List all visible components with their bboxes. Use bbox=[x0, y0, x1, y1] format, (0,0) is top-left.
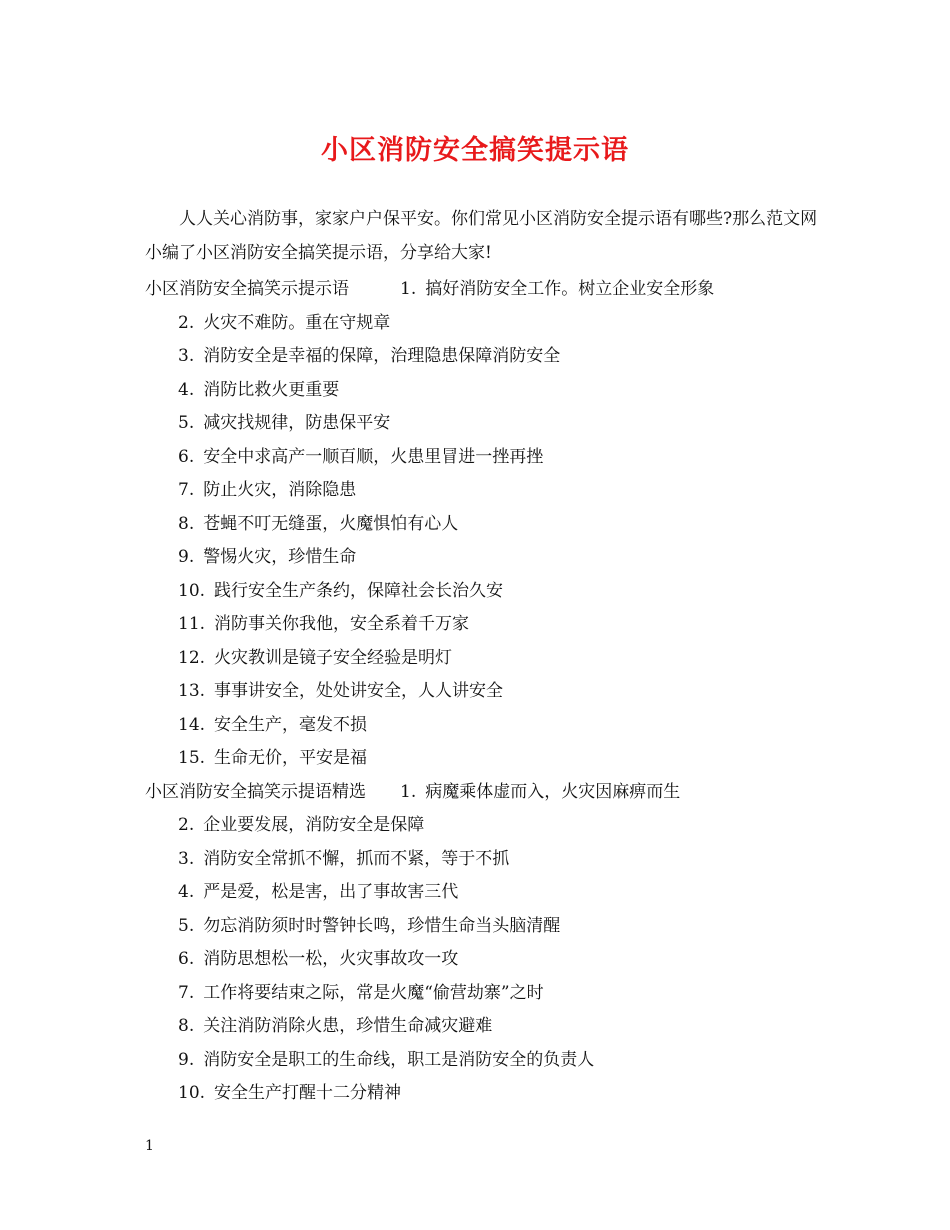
item-text: 消防安全是职工的生命线，职工是消防安全的负责人 bbox=[203, 1049, 595, 1070]
intro-paragraph: 人人关心消防事，家家户户保平安。你们常见小区消防安全提示语有哪些?那么范文网小编了小区消防安全搞笑提示语，分享给大家! bbox=[145, 209, 818, 263]
item-text: 安全生产，毫发不损 bbox=[214, 714, 368, 735]
item-number: 13. bbox=[178, 681, 206, 701]
item-number: 2. bbox=[178, 312, 195, 333]
item-text: 消防比救火更重要 bbox=[203, 379, 340, 400]
list-item bbox=[145, 1010, 835, 1044]
item-text: 事事讲安全，处处讲安全，人人讲安全 bbox=[214, 681, 504, 701]
item-number: 8. bbox=[178, 1016, 195, 1036]
item-number: 9. bbox=[178, 1049, 195, 1070]
item-text: 火灾教训是镜子安全经验是明灯 bbox=[214, 647, 453, 668]
list-item bbox=[145, 809, 835, 843]
item-text: 企业要发展，消防安全是保障 bbox=[203, 815, 425, 835]
item-text: 减灾找规律，防患保平安 bbox=[203, 413, 391, 433]
item-number: 9. bbox=[178, 547, 195, 567]
item-number: 7. bbox=[178, 982, 195, 1003]
list-item bbox=[145, 508, 835, 542]
list-item bbox=[145, 1077, 835, 1111]
item-number: 8. bbox=[178, 513, 195, 534]
item-text: 搞好消防安全工作。树立企业安全形象 bbox=[425, 279, 715, 299]
list-item bbox=[145, 642, 835, 676]
item-text: 践行安全生产条约，保障社会长治久安 bbox=[214, 580, 504, 601]
list-item bbox=[145, 374, 835, 408]
list-item bbox=[145, 340, 835, 374]
section-heading-line bbox=[145, 776, 835, 810]
list-item bbox=[145, 541, 835, 575]
item-number: 10. bbox=[178, 580, 206, 601]
item-number: 5. bbox=[178, 915, 195, 936]
item-number: 10. bbox=[178, 1083, 206, 1103]
list-item bbox=[145, 910, 835, 944]
list-item bbox=[145, 709, 835, 743]
item-text: 严是爱，松是害，出了事故害三代 bbox=[203, 882, 459, 902]
item-number: 14. bbox=[178, 714, 206, 735]
item-text: 病魔乘体虚而入，火灾因麻痹而生 bbox=[425, 781, 681, 802]
item-number: 15. bbox=[178, 748, 206, 768]
list-item bbox=[145, 407, 835, 441]
item-text: 防止火灾，消除隐患 bbox=[203, 480, 357, 500]
page-number: 1 bbox=[145, 1138, 154, 1154]
list-item bbox=[145, 441, 835, 475]
section-heading-line bbox=[145, 273, 835, 307]
item-text: 消防思想松一松，火灾事故攻一攻 bbox=[203, 949, 459, 969]
list-item bbox=[145, 307, 835, 341]
section-heading: 小区消防安全搞笑示提示语 bbox=[145, 279, 349, 299]
item-number: 4. bbox=[178, 882, 195, 902]
section-heading: 小区消防安全搞笑示提语精选 bbox=[145, 781, 366, 802]
item-number: 1. bbox=[400, 279, 417, 299]
list-item bbox=[145, 608, 835, 642]
list-item bbox=[145, 474, 835, 508]
item-number: 2. bbox=[178, 815, 195, 835]
document-title: 小区消防安全搞笑提示语 bbox=[321, 135, 629, 166]
item-number: 11. bbox=[178, 614, 206, 634]
list-item bbox=[145, 575, 835, 609]
item-number: 12. bbox=[178, 647, 206, 668]
item-text: 安全中求高产一顺百顺，火患里冒进一挫再挫 bbox=[203, 446, 544, 467]
list-item bbox=[145, 675, 835, 709]
item-text: 消防安全常抓不懈，抓而不紧，等于不抓 bbox=[203, 848, 510, 869]
item-text: 苍蝇不叮无缝蛋，火魔惧怕有心人 bbox=[203, 513, 459, 534]
item-number: 7. bbox=[178, 480, 195, 500]
item-text: 消防事关你我他，安全系着千万家 bbox=[214, 614, 470, 634]
list-item bbox=[145, 742, 835, 776]
item-text: 勿忘消防须时时警钟长鸣，珍惜生命当头脑清醒 bbox=[203, 915, 561, 936]
slogan-list bbox=[145, 273, 835, 1111]
item-text: 火灾不难防。重在守规章 bbox=[203, 312, 391, 333]
item-number: 3. bbox=[178, 848, 195, 869]
list-item bbox=[145, 943, 835, 977]
item-text: 生命无价，平安是福 bbox=[214, 748, 368, 768]
item-number: 3. bbox=[178, 346, 195, 366]
item-number: 6. bbox=[178, 949, 195, 969]
item-text: 警惕火灾，珍惜生命 bbox=[203, 547, 357, 567]
item-number: 4. bbox=[178, 379, 195, 400]
item-text: 关注消防消除火患，珍惜生命减灾避难 bbox=[203, 1016, 493, 1036]
item-number: 5. bbox=[178, 413, 195, 433]
item-number: 6. bbox=[178, 446, 195, 467]
list-item bbox=[145, 1044, 835, 1078]
item-number: 1. bbox=[400, 781, 417, 802]
item-text: 消防安全是幸福的保障，治理隐患保障消防安全 bbox=[203, 346, 561, 366]
item-text: 工作将要结束之际，常是火魔“偷营劫寨”之时 bbox=[203, 982, 544, 1003]
item-text: 安全生产打醒十二分精神 bbox=[214, 1083, 402, 1103]
list-item bbox=[145, 876, 835, 910]
list-item bbox=[145, 977, 835, 1011]
list-item bbox=[145, 843, 835, 877]
